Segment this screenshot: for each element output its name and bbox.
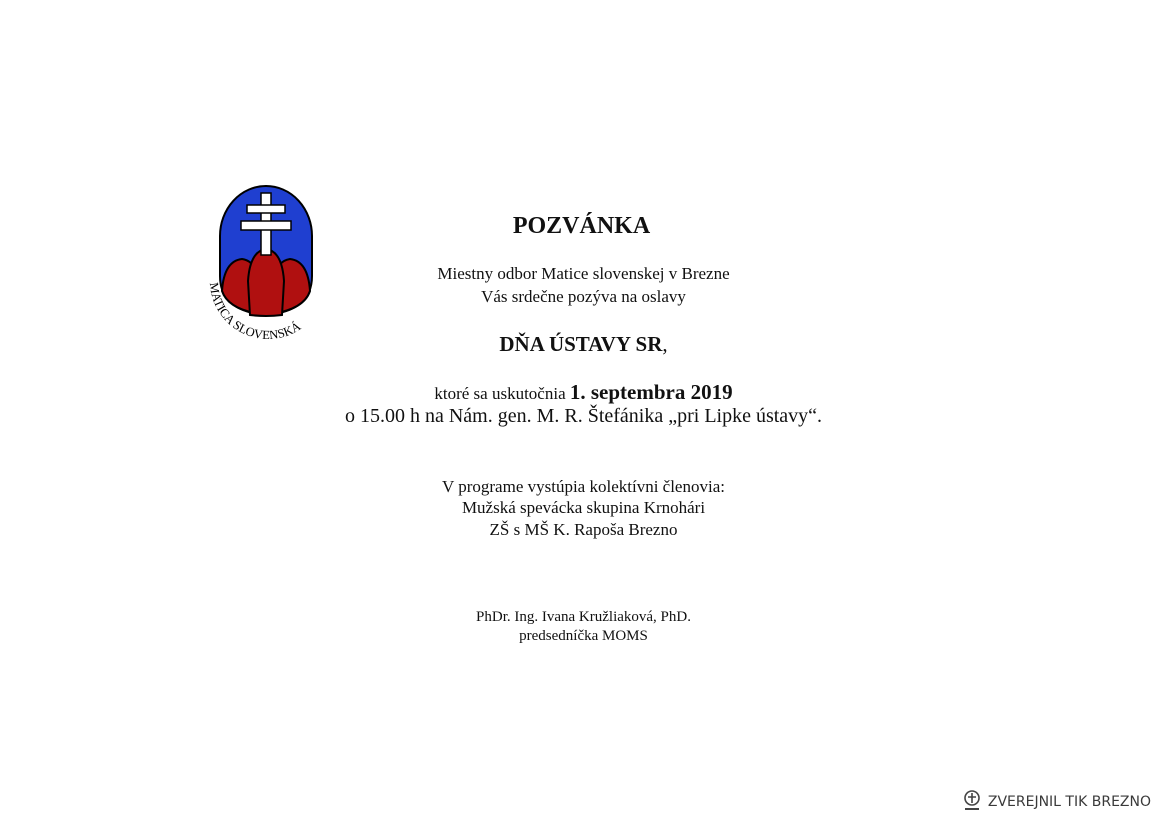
watermark-text: ZVEREJNIL TIK BREZNO [987, 794, 1151, 810]
logo-arc-text: MATICA SLOVENSKÁ [206, 281, 304, 339]
watermark [962, 789, 1151, 815]
tik-brezno-logo-icon [962, 789, 982, 815]
event-date: 1. septembra 2019 [569, 380, 733, 404]
signatory-name: PhDr. Ing. Ivana Kružliaková, PhD. [476, 609, 691, 625]
signatory-role: predsedníčka MOMS [519, 628, 648, 644]
invitation-title: POZVÁNKA [512, 213, 651, 239]
event-date-line [0, 380, 1167, 405]
event-heading [0, 332, 1167, 357]
program-intro: V programe vystúpia kolektívni členovia: [442, 477, 725, 496]
date-prefix: ktoré sa uskutočnia [434, 384, 570, 403]
matica-slovenska-logo [198, 181, 334, 339]
program-item: ZŠ s MŠ K. Rapoša Brezno [489, 520, 678, 539]
event-name: DŇA ÚSTAVY SR [499, 332, 663, 356]
event-place: o 15.00 h na Nám. gen. M. R. Štefánika „pri Lipke ústavy“. [344, 405, 823, 427]
program-item: Mužská spevácka skupina Krnohári [461, 498, 706, 517]
event-comma: , [662, 332, 668, 356]
intro-line-1: Miestny odbor Matice slovenskej v Brezne [437, 264, 730, 283]
intro-line-2: Vás srdečne pozýva na oslavy [481, 287, 686, 306]
